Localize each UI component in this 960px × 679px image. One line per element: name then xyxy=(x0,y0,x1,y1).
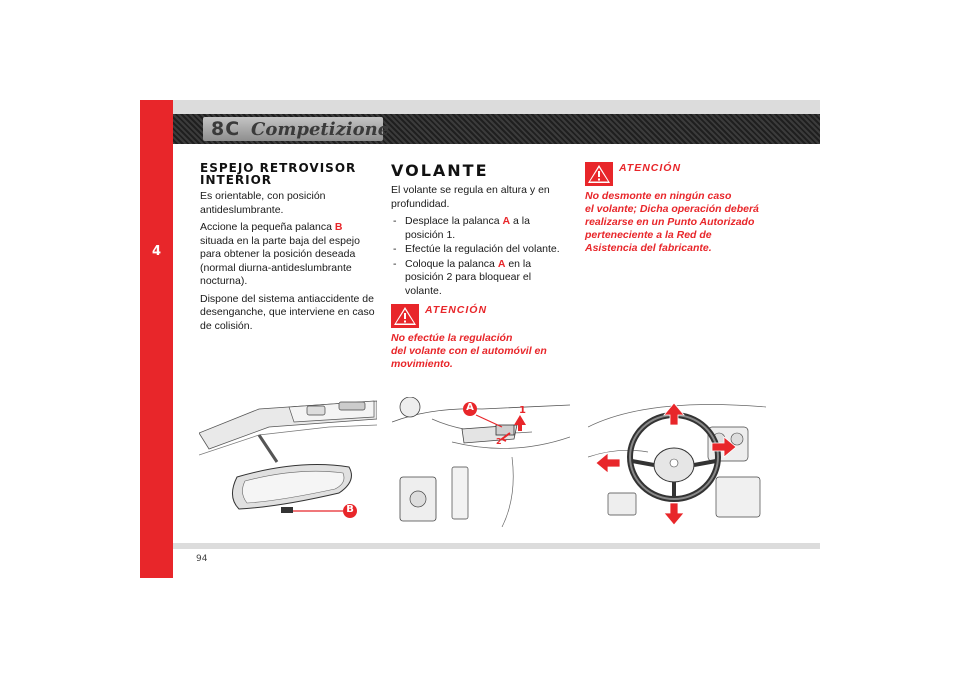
lever-figure xyxy=(392,397,570,527)
list-item: - Coloque la palanca A en la posición 2 para bloquear el volante. xyxy=(391,258,567,299)
arrow-left-icon xyxy=(596,453,620,473)
logo-bc: 8C xyxy=(211,118,241,140)
header-bar xyxy=(173,114,820,144)
brand-logo xyxy=(203,117,390,141)
mirror-p1: Es orientable, con posición antideslumbrante. xyxy=(200,190,326,216)
warning-icon xyxy=(391,304,419,332)
bottom-band xyxy=(173,543,820,549)
mirror-title: ESPEJO RETROVISOR INTERIOR xyxy=(200,161,357,187)
steering-title: VOLANTE xyxy=(391,161,489,180)
lever-b-ref: B xyxy=(334,221,343,233)
mirror-column xyxy=(200,162,376,337)
mirror-p2: Accione la pequeña palanca B situada en la parte baja del espejo para obtener la posición deseada (normal diurna-antideslumbrante nocturna). xyxy=(200,221,360,287)
mirror-figure xyxy=(199,397,377,527)
callout-a-label: A xyxy=(466,402,474,413)
chapter-tab xyxy=(140,100,173,578)
warning-icon xyxy=(585,162,613,190)
lever-a-ref: A xyxy=(502,215,511,227)
page-number: 94 xyxy=(196,554,208,564)
position-2-label: 2 xyxy=(496,437,502,446)
steering-wheel-figure xyxy=(588,397,766,527)
steering-column xyxy=(391,162,567,371)
callout-b-label: B xyxy=(346,504,354,515)
list-item: - Desplace la palanca A a la posición 1. xyxy=(391,215,567,242)
right-warning: ATENCIÓN No desmonte en ningún caso el volante; Dicha operación deberá realizarse en un Punto Autorizado perteneciente a la Red de Asistencia del fabricante. xyxy=(585,162,759,254)
steering-intro: El volante se regula en altura y en profundidad. xyxy=(391,184,550,210)
position-1-label: 1 xyxy=(519,405,526,416)
logo-word: Competizione xyxy=(251,119,390,140)
arrow-down-icon xyxy=(664,503,684,525)
steering-steps xyxy=(391,215,567,298)
mirror-p3: Dispone del sistema antiaccidente de desenganche, que interviene en caso de colisión. xyxy=(200,292,375,332)
right-column xyxy=(585,162,761,255)
steering-warning: ATENCIÓN No efectúe la regulación del volante con el automóvil en movimiento. xyxy=(391,304,547,370)
lever-a-ref: A xyxy=(497,257,506,270)
top-band xyxy=(173,100,820,114)
chapter-number: 4 xyxy=(151,244,162,259)
list-item: - Efectúe la regulación del volante. xyxy=(391,243,567,257)
